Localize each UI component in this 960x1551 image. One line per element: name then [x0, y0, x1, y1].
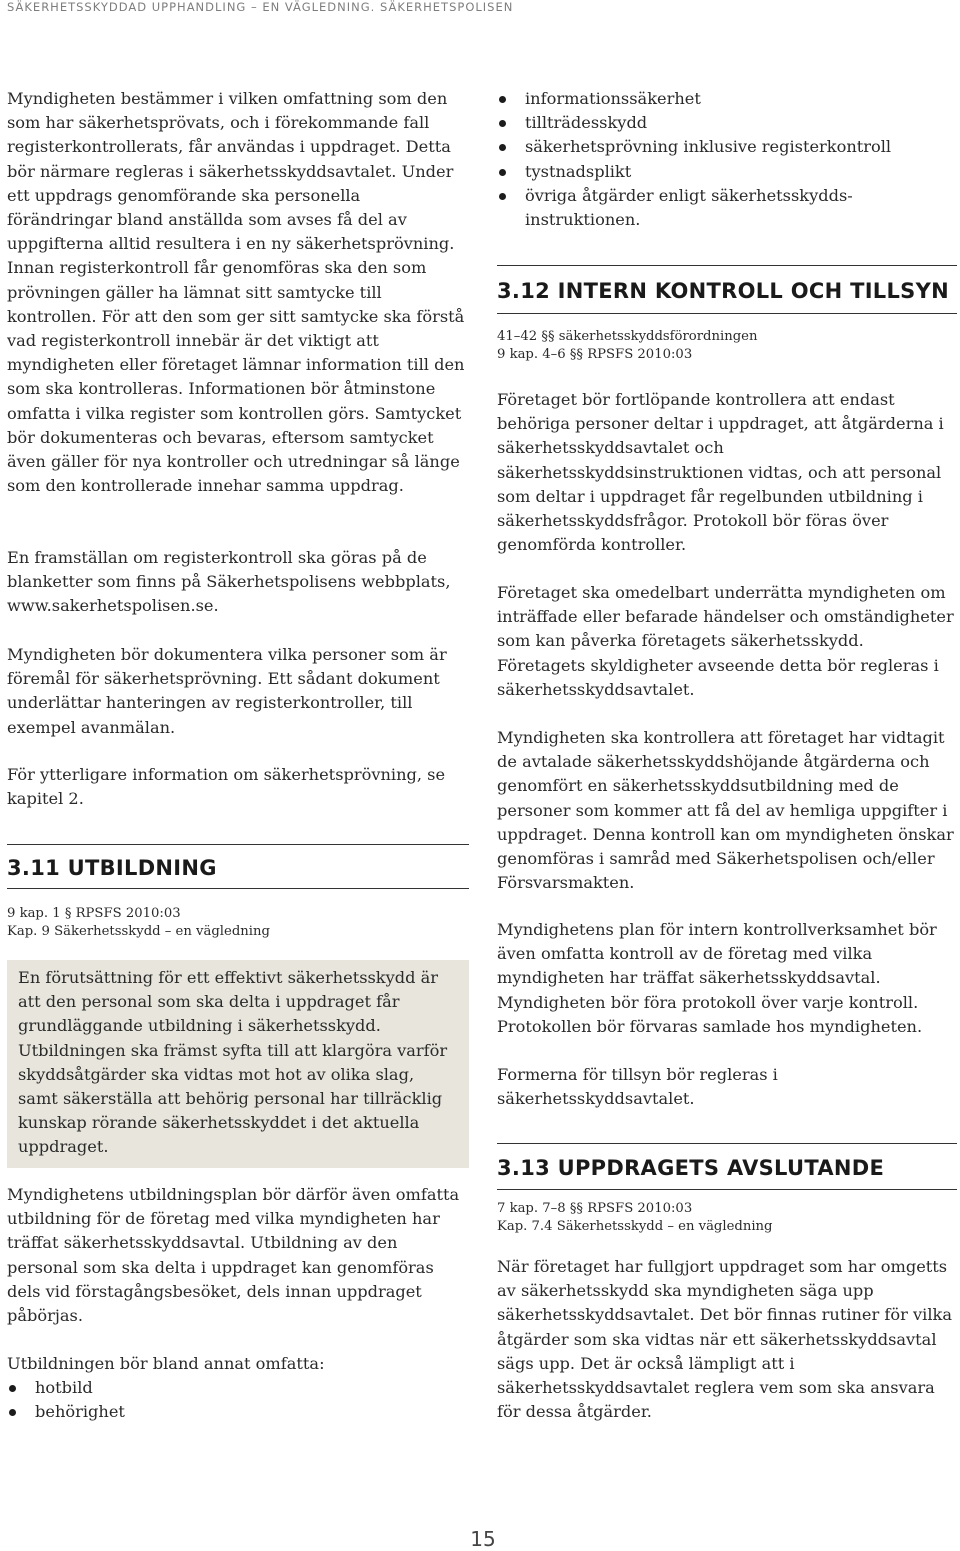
bullet-icon: [499, 144, 506, 151]
paragraph-dokumentera: Myndigheten bör dokumentera vilka personer som är föremål för säkerhetsprövning. Ett sådant dokument underlättar hanteringen av registerkontroller, till exempel avanmälan.: [7, 645, 447, 737]
paragraph-fullgjort-uppdrag: När företaget har fullgjort uppdraget som har omgetts av säkerhetsskydd ska myndigheten säga upp säkerhetsskyddsavtalet. Det bör finnas rutiner för vilka åtgärder som ska vidtas när ett säkerhetsskyddsavtal sägs upp. Det är också lämpligt att i säkerhetsskyddsavtalet reglera vem som ska ansvara för dessa åtgärder.: [497, 1257, 952, 1422]
section-rule-312-bottom: [497, 313, 957, 314]
highlight-text: En förutsättning för ett effektivt säkerhetsskydd är att den personal som ska delta i uppdraget får grundläggande utbildning i säkerhetsskydd. Utbildningen ska främst syfta till att klargöra varför skyddsåtgärder ska vidtas mot hot av olika slag, samt säkerställa att behörig personal har tillräcklig kunskap rörande säkerhetsskyddet i det aktuella uppdraget.: [18, 968, 448, 1157]
heading-3-11-utbildning: 3.11 UTBILDNING: [7, 856, 217, 880]
references-312: [497, 328, 757, 363]
paragraph-utbildningsplan: Myndighetens utbildningsplan bör därför även omfatta utbildning för de företag med vilka myndigheten har träffat säkerhetsskyddsavtal. Utbildning av den personal som ska delta i uppdraget kan genomföras dels vid förstagångsbesöket, dels innan uppdraget påbörjas.: [7, 1185, 460, 1326]
list-item: hotbild: [7, 1376, 469, 1400]
references-313: [497, 1200, 773, 1235]
section-rule-312: [497, 265, 957, 266]
bullet-icon: [9, 1385, 16, 1392]
paragraph-myndigheten-kontrollera: Myndigheten ska kontrollera att företaget har vidtagit de avtalade säkerhetsskyddshöjande åtgärderna och genomfört en säkerhetsskyddsutbildning med de personer som kommer att få del av hemliga uppgifter i uppdraget. Denna kontroll kan om myndigheten önskar genomföras i samråd med Säkerhetspolisen och/eller Försvarsmakten.: [497, 728, 954, 893]
reference-line: Kap. 7.4 Säkerhetsskydd – en vägledning: [497, 1218, 773, 1234]
heading-3-13-uppdragets-avslutande: 3.13 UPPDRAGETS AVSLUTANDE: [497, 1156, 885, 1180]
running-header: SÄKERHETSSKYDDAD UPPHANDLING – EN VÄGLEDNING. SÄKERHETSPOLISEN: [7, 0, 514, 14]
reference-line: 41–42 §§ säkerhetsskyddsförordningen: [497, 329, 758, 344]
reference-line: 7 kap. 7–8 §§ RPSFS 2010:03: [497, 1201, 693, 1216]
list-item: informationssäkerhet: [497, 87, 957, 111]
bullet-icon: [499, 120, 506, 127]
list-item: säkerhetsprövning inklusive registerkontroll: [497, 135, 957, 159]
references-311: [7, 905, 270, 940]
section-rule-311: [7, 844, 469, 845]
bullet-icon: [499, 193, 506, 200]
list-item: tillträdesskydd: [497, 111, 957, 135]
heading-3-12-intern-kontroll: 3.12 INTERN KONTROLL OCH TILLSYN: [497, 279, 949, 303]
reference-line: 9 kap. 4–6 §§ RPSFS 2010:03: [497, 346, 693, 362]
paragraph-fortlopande-kontroll: Företaget bör fortlöpande kontrollera att endast behöriga personer deltar i uppdraget, att åtgärderna i säkerhetsskyddsavtalet och säkerhetsskyddsinstruktionen vidtas, och att personal som deltar i uppdraget får regelbunden utbildning i säkerhetsskyddsfrågor. Protokoll bör föras över genomförda kontroller.: [497, 390, 944, 555]
list-item: övriga åtgärder enligt säkerhetsskydds-instruktionen.: [497, 184, 905, 232]
list-item: tystnadsplikt: [497, 160, 957, 184]
paragraph-plan-intern-kontroll: Myndighetens plan för intern kontrollverksamhet bör även omfatta kontroll av de företag med vilka myndigheten har träffat säkerhetsskyddsavtal. Myndigheten bör föra protokoll över varje kontroll. Protokollen bör förvaras samlade hos myndigheten.: [497, 920, 937, 1036]
bullet-list-right: [497, 87, 957, 232]
list-item: behörighet: [7, 1400, 469, 1424]
paragraph-ytterligare-info: För ytterligare information om säkerhetsprövning, se kapitel 2.: [7, 765, 446, 809]
section-rule-313-bottom: [497, 1189, 957, 1190]
reference-line: Kap. 9 Säkerhetsskydd – en vägledning: [7, 923, 270, 939]
page-number: 15: [470, 1527, 496, 1551]
bullet-icon: [499, 169, 506, 176]
section-rule-311-bottom: [7, 888, 469, 889]
section-rule-313: [497, 1143, 957, 1144]
reference-line: 9 kap. 1 § RPSFS 2010:03: [7, 906, 181, 921]
bullet-icon: [9, 1409, 16, 1416]
paragraph-tillsyn: Formerna för tillsyn bör regleras i säkerhetsskyddsavtalet.: [497, 1065, 778, 1109]
bullet-icon: [499, 96, 506, 103]
bullet-list-left: [7, 1376, 469, 1424]
paragraph-framstallan: En framställan om registerkontroll ska göras på de blanketter som finns på Säkerhetspolisens webbplats, www.sakerhetspolisen.se.: [7, 548, 451, 616]
highlight-box-utbildning: [7, 960, 469, 1168]
paragraph-utbildning-omfatta: Utbildningen bör bland annat omfatta:: [7, 1354, 325, 1373]
paragraph-registerkontroll: Myndigheten bestämmer i vilken omfattning som den som har säkerhetsprövats, och i förekommande fall registerkontrollerats, får användas i uppdraget. Detta bör närmare regleras i säkerhetsskyddsavtalet. Under ett uppdrags genomförande ska personella förändringar bland anställda som avses få del av uppgifterna alltid resultera i en ny säkerhetsprövning. Innan registerkontroll får genomföras ska den som prövningen gäller ha lämnat sitt samtycke till kontrollen. För att den som ger sitt samtycke ska förstå vad registerkontroll innebär är det viktigt att myndigheten eller företaget lämnar information till den som ska kontrolleras. Informationen bör åtminstone omfatta i vilka register som kontrollen görs. Samtycket bör dokumenteras och bevaras, eftersom samtycket även gäller för nya kontroller och utredningar så länge som den kontrollerade innehar samma uppdrag.: [7, 89, 465, 496]
paragraph-underratta: Företaget ska omedelbart underrätta myndigheten om inträffade eller befarade händelser och omständigheter som kan påverka företagets säkerhetsskydd. Företagets skyldigheter avseende detta bör regleras i säkerhetsskyddsavtalet.: [497, 583, 954, 699]
